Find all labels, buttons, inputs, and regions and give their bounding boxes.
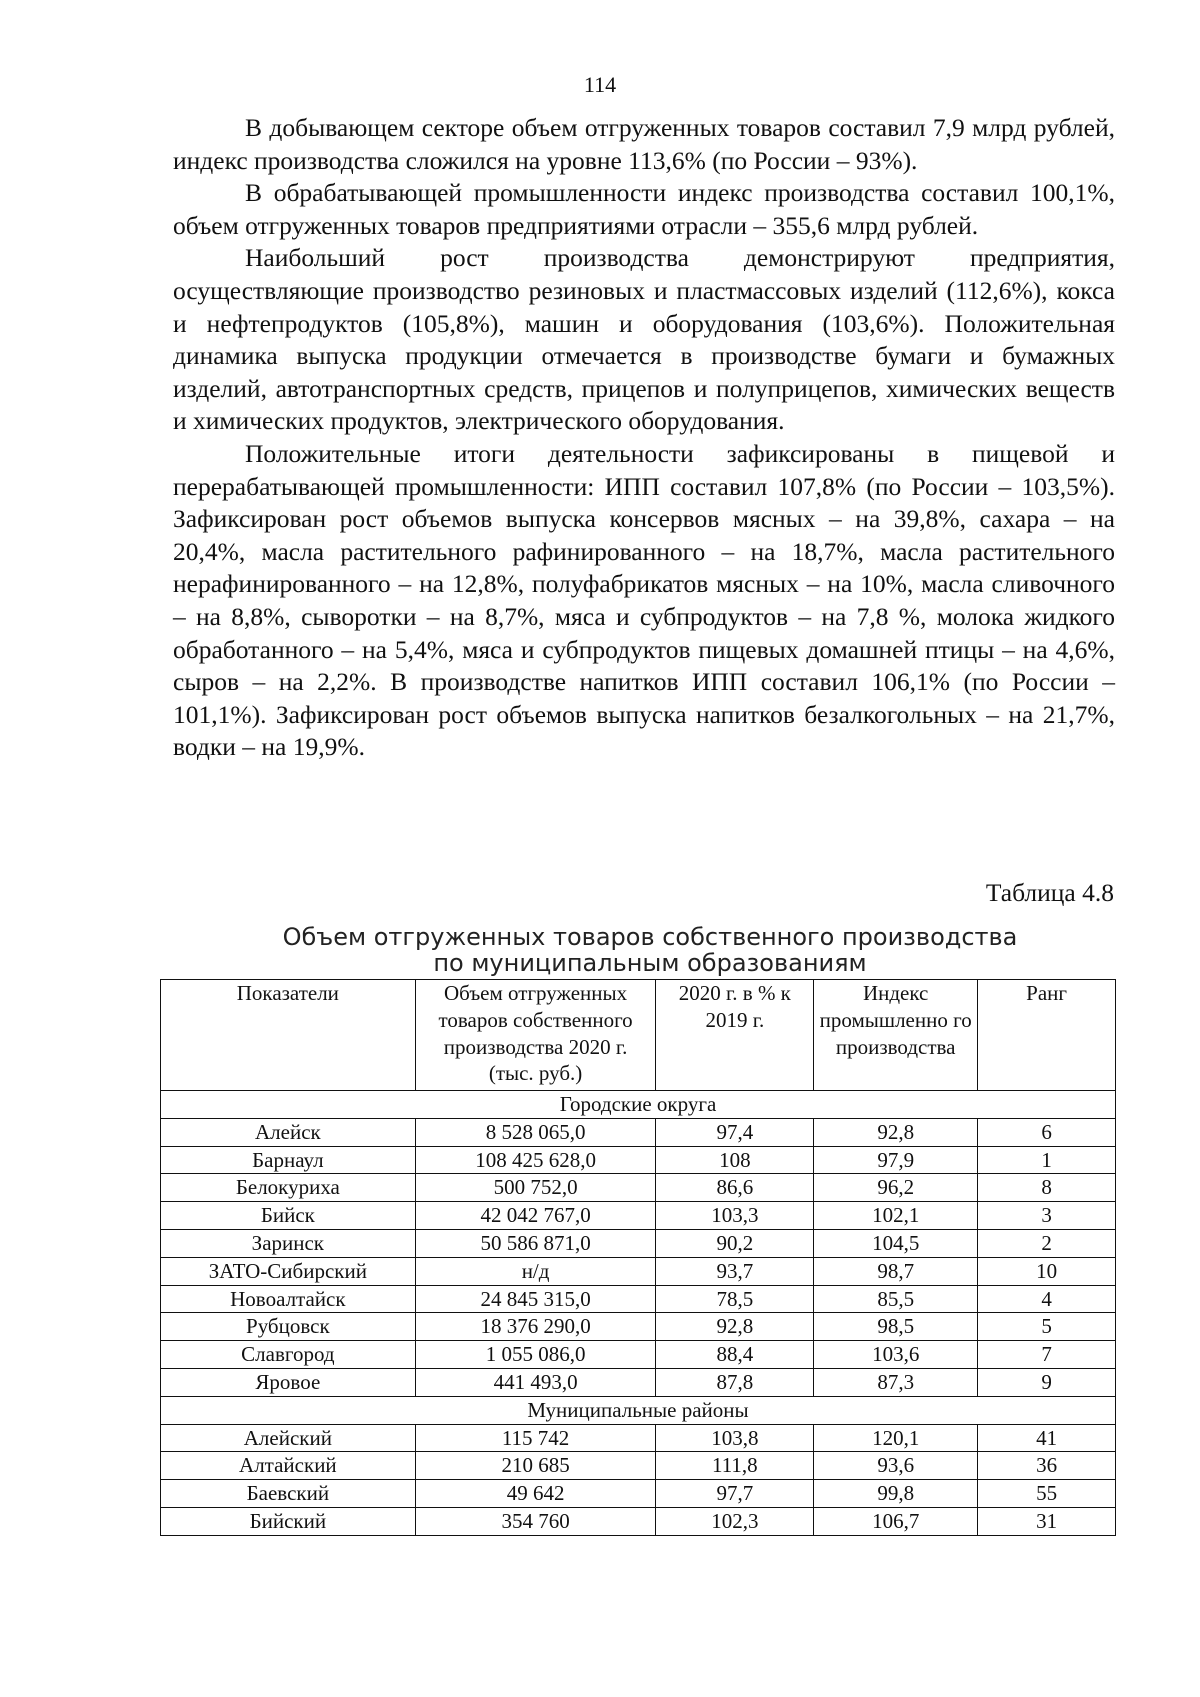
cell-name: ЗАТО-Сибирский [161,1257,416,1285]
cell-volume: 210 685 [415,1452,656,1480]
cell-index: 104,5 [814,1229,978,1257]
body-text [173,112,1115,764]
cell-rank: 31 [978,1507,1116,1535]
cell-percent: 93,7 [656,1257,814,1285]
cell-volume: 115 742 [415,1424,656,1452]
cell-volume: 1 055 086,0 [415,1341,656,1369]
cell-percent: 103,8 [656,1424,814,1452]
cell-percent: 111,8 [656,1452,814,1480]
cell-rank: 36 [978,1452,1116,1480]
table-row [161,1424,1116,1452]
cell-percent: 78,5 [656,1285,814,1313]
cell-rank: 3 [978,1202,1116,1230]
header-production-index: Индекс промышленно го производства [814,980,978,1091]
cell-name: Яровое [161,1368,416,1396]
cell-volume: 49 642 [415,1480,656,1508]
cell-name: Бийск [161,1202,416,1230]
cell-index: 93,6 [814,1452,978,1480]
section-row [161,1396,1116,1424]
section-row [161,1091,1116,1119]
cell-rank: 6 [978,1118,1116,1146]
cell-volume: 441 493,0 [415,1368,656,1396]
cell-name: Алейск [161,1118,416,1146]
header-percent-2019: 2020 г. в % к 2019 г. [656,980,814,1091]
cell-name: Новоалтайск [161,1285,416,1313]
cell-index: 102,1 [814,1202,978,1230]
cell-index: 98,7 [814,1257,978,1285]
cell-percent: 92,8 [656,1313,814,1341]
cell-name: Барнаул [161,1146,416,1174]
cell-volume: 42 042 767,0 [415,1202,656,1230]
cell-rank: 9 [978,1368,1116,1396]
cell-percent: 87,8 [656,1368,814,1396]
cell-rank: 5 [978,1313,1116,1341]
table-row [161,1229,1116,1257]
cell-name: Бийский [161,1507,416,1535]
cell-percent: 108 [656,1146,814,1174]
section-title: Городские округа [161,1091,1116,1119]
table-row [161,1257,1116,1285]
cell-volume: 50 586 871,0 [415,1229,656,1257]
cell-rank: 1 [978,1146,1116,1174]
table-header-row [161,980,1116,1091]
page-number: 114 [583,72,617,97]
table-row [161,1313,1116,1341]
table-label: Таблица 4.8 [985,878,1114,907]
table-row [161,1341,1116,1369]
cell-rank: 10 [978,1257,1116,1285]
cell-percent: 102,3 [656,1507,814,1535]
cell-percent: 97,4 [656,1118,814,1146]
cell-index: 97,9 [814,1146,978,1174]
cell-volume: н/д [415,1257,656,1285]
cell-name: Белокуриха [161,1174,416,1202]
cell-rank: 4 [978,1285,1116,1313]
cell-index: 92,8 [814,1118,978,1146]
table-row [161,1452,1116,1480]
cell-percent: 86,6 [656,1174,814,1202]
table-row [161,1368,1116,1396]
cell-index: 120,1 [814,1424,978,1452]
table-body [161,1091,1116,1536]
cell-percent: 90,2 [656,1229,814,1257]
cell-percent: 97,7 [656,1480,814,1508]
paragraph-growth: Наибольший рост производства демонстрируют предприятия, осуществляющие производство резиновых и пластмассовых изделий (112,6%), кокса и нефтепродуктов (105,8%), машин и оборудования (103,6%). Положительная динамика выпуска продукции отмечается в производстве бумаги и бумажных изделий, автотранспортных средств, прицепов и полуприцепов, химических веществ и химических продуктов, электрического оборудования. [173,243,1115,436]
cell-rank: 8 [978,1174,1116,1202]
cell-name: Алтайский [161,1452,416,1480]
cell-volume: 108 425 628,0 [415,1146,656,1174]
paragraph-food-industry: Положительные итоги деятельности зафиксированы в пищевой и перерабатывающей промышленности: ИПП составил 107,8% (по России – 103,5%). Зафиксирован рост объемов выпуска консервов мясных – на 39,8%, сахара – на 20,4%, масла растительного рафинированного – на 18,7%, масла растительного нерафинированного – на 12,8%, полуфабрикатов мясных – на 10%, масла сливочного – на 8,8%, сыворотки – на 8,7%, мяса и субпродуктов – на 7,8 %, молока жидкого обработанного – на 5,4%, мяса и субпродуктов пищевых домашней птицы – на 4,6%, сыров – на 2,2%. В производстве напитков ИПП составил 106,1% (по России – 101,1%). Зафиксирован рост объемов выпуска напитков безалкогольных – на 21,7%, водки – на 19,9%. [173,438,1115,762]
cell-name: Рубцовск [161,1313,416,1341]
header-indicators: Показатели [161,980,416,1091]
table-title [150,924,1150,976]
table-row [161,1202,1116,1230]
cell-index: 85,5 [814,1285,978,1313]
cell-index: 98,5 [814,1313,978,1341]
table-title-line-1: Объем отгруженных товаров собственного производства [282,923,1018,951]
cell-rank: 41 [978,1424,1116,1452]
cell-percent: 88,4 [656,1341,814,1369]
table-row [161,1480,1116,1508]
cell-name: Алейский [161,1424,416,1452]
table-row [161,1118,1116,1146]
cell-index: 87,3 [814,1368,978,1396]
cell-index: 96,2 [814,1174,978,1202]
header-rank: Ранг [978,980,1116,1091]
cell-index: 99,8 [814,1480,978,1508]
table-row [161,1174,1116,1202]
cell-volume: 24 845 315,0 [415,1285,656,1313]
shipments-table [160,979,1116,1536]
cell-rank: 55 [978,1480,1116,1508]
table-row [161,1507,1116,1535]
paragraph-mining: В добывающем секторе объем отгруженных товаров составил 7,9 млрд рублей, индекс производства сложился на уровне 113,6% (по России – 93%). [173,113,1115,175]
table-row [161,1146,1116,1174]
cell-volume: 500 752,0 [415,1174,656,1202]
cell-rank: 7 [978,1341,1116,1369]
cell-name: Баевский [161,1480,416,1508]
cell-volume: 354 760 [415,1507,656,1535]
cell-rank: 2 [978,1229,1116,1257]
header-shipment-volume: Объем отгруженных товаров собственного производства 2020 г. (тыс. руб.) [415,980,656,1091]
cell-index: 103,6 [814,1341,978,1369]
cell-index: 106,7 [814,1507,978,1535]
cell-volume: 18 376 290,0 [415,1313,656,1341]
cell-volume: 8 528 065,0 [415,1118,656,1146]
cell-name: Славгород [161,1341,416,1369]
paragraph-manufacturing: В обрабатывающей промышленности индекс производства составил 100,1%, объем отгруженных товаров предприятиями отрасли – 355,6 млрд рублей. [173,178,1115,240]
section-title: Муниципальные районы [161,1396,1116,1424]
table-row [161,1285,1116,1313]
cell-percent: 103,3 [656,1202,814,1230]
table-title-line-2: по муниципальным образованиям [433,949,867,977]
cell-name: Заринск [161,1229,416,1257]
